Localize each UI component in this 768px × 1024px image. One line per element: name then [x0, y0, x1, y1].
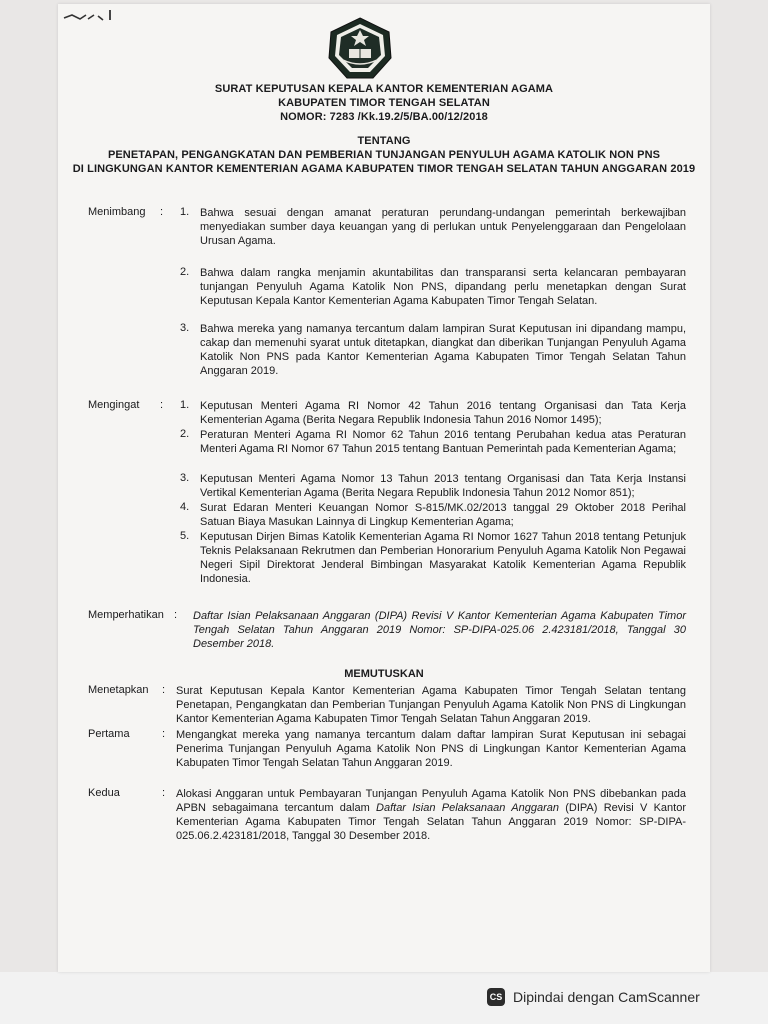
menimbang-item-1: Bahwa sesuai dengan amanat peraturan perundang-undangan pemerintah berkewajiban menyediakan sumber daya keuangan yang di perlukan untuk Penyelenggaraan dan Pengelolaan Urusan Agama.	[200, 207, 686, 247]
kedua-label: Kedua	[88, 787, 120, 799]
memutuskan-heading: MEMUTUSKAN	[344, 668, 424, 680]
camscanner-text: Dipindai dengan CamScanner	[513, 989, 700, 1005]
header-line-1: SURAT KEPUTUSAN KEPALA KANTOR KEMENTERIAN AGAMA	[214, 83, 554, 95]
menimbang-item-2-number: 2.	[180, 266, 190, 278]
document-title-line-1: PENETAPAN, PENGANGKATAN DAN PEMBERIAN TUNJANGAN PENYULUH AGAMA KATOLIK NON PNS	[107, 149, 661, 161]
kedua-colon: :	[162, 787, 166, 799]
document-title-line-2: DI LINGKUNGAN KANTOR KEMENTERIAN AGAMA KABUPATEN TIMOR TENGAH SELATAN TAHUN ANGGARAN 2019	[72, 163, 696, 175]
menimbang-item-2: Bahwa dalam rangka menjamin akuntabilitas dan transparansi serta kelancaran pembayaran tunjangan Penyuluh Agama Katolik Non PNS, dipandang perlu menetapkan dengan Surat Keputusan Kepala Kantor Kementerian Agama Kabupaten Timor Tengah Selatan.	[200, 267, 686, 307]
mengingat-label: Mengingat	[88, 399, 140, 411]
pertama-colon: :	[162, 728, 166, 740]
mengingat-colon: :	[160, 399, 164, 411]
kemenag-emblem-icon	[325, 16, 395, 82]
kedua-text-italic: Daftar Isian Pelaksanaan Anggaran	[376, 802, 559, 814]
mengingat-item-2: Peraturan Menteri Agama RI Nomor 62 Tahun 2016 tentang Perubahan kedua atas Peraturan Menteri Agama RI Nomor 67 Tahun 2015 tentang Bantuan Pemerintah pada Kementerian Agama;	[200, 429, 686, 455]
mengingat-item-1: Keputusan Menteri Agama RI Nomor 42 Tahun 2016 tentang Organisasi dan Tata Kerja Kementerian Agama (Berita Negara Republik Indonesia Tahun 2016 Nomor 1495);	[200, 400, 686, 426]
document-header	[0, 82, 768, 176]
menimbang-label: Menimbang	[88, 206, 146, 218]
camscanner-watermark	[487, 986, 700, 1008]
menimbang-colon: :	[160, 206, 164, 218]
document-number: NOMOR: 7283 /Kk.19.2/5/BA.00/12/2018	[280, 111, 488, 123]
mengingat-item-1-number: 1.	[180, 399, 190, 411]
handwritten-mark	[62, 6, 118, 28]
mengingat-item-5: Keputusan Dirjen Bimas Katolik Kementerian Agama RI Nomor 1627 Tahun 2018 tentang Petunjuk Teknis Pelaksanaan Rekrutmen dan Pemberian Honorarium Penyuluh Agama Katolik Non Pegawai Negeri Sipil Direktorat Jenderal Bimbingan Masyarakat Katolik Kementerian Agama Republik Indonesia.	[200, 531, 686, 585]
kedua-text-a: Alokasi Anggaran untuk Pembayaran Tunjangan Penyuluh Agama Katolik Non PNS dibebankan pada APBN sebagaimana tercantum dalam	[176, 788, 686, 814]
mengingat-item-5-number: 5.	[180, 530, 190, 542]
menetapkan-label: Menetapkan	[88, 684, 149, 696]
mengingat-item-3-number: 3.	[180, 472, 190, 484]
kedua-text-b: (DIPA) Revisi V Kantor Kementerian Agama Kabupaten Timor Tengah Selatan Tahun Anggaran 2019 Nomor: SP-DIPA-025.06.2.423181/2018, Tanggal 30 Desember 2018.	[176, 802, 686, 842]
mengingat-item-4-number: 4.	[180, 501, 190, 513]
memperhatikan-colon: :	[174, 609, 178, 621]
mengingat-item-2-number: 2.	[180, 428, 190, 440]
pertama-label: Pertama	[88, 728, 130, 740]
header-line-2: KABUPATEN TIMOR TENGAH SELATAN	[278, 97, 490, 109]
menimbang-item-3: Bahwa mereka yang namanya tercantum dalam lampiran Surat Keputusan ini dipandang mampu, cakap dan memenuhi syarat untuk ditetapkan, diangkat dan diberikan Tunjangan Penyuluh Agama Katolik Non PNS pada Kantor Kementerian Agama Kabupaten Timor Tengah Selatan Tahun Anggaran 2019.	[200, 323, 686, 377]
menetapkan-text: Surat Keputusan Kepala Kantor Kementerian Agama Kabupaten Timor Tengah Selatan tentang Penetapan, Pengangkatan dan Pemberian Tunjangan Penyuluh Agama Katolik Non PNS di Lingkungan Kantor Kementerian Agama Kabupaten Timor Tengah Selatan Tahun Anggaran 2019.	[176, 685, 686, 725]
menimbang-item-3-number: 3.	[180, 322, 190, 334]
memperhatikan-text: Daftar Isian Pelaksanaan Anggaran (DIPA) Revisi V Kantor Kementerian Agama Kabupaten Timor Tengah Selatan Tahun Anggaran 2019 Nomor: SP-DIPA-025.06 2.423181/2018, Tanggal 30 Desember 2018.	[193, 610, 686, 650]
tentang-heading: TENTANG	[357, 135, 411, 147]
memperhatikan-label: Memperhatikan	[88, 609, 164, 621]
menetapkan-colon: :	[162, 684, 166, 696]
pertama-text: Mengangkat mereka yang namanya tercantum dalam daftar lampiran Surat Keputusan ini sebagai Penerima Tunjangan Penyuluh Agama Katolik Non PNS di Lingkungan Kantor Kementerian Agama Kabupaten Timor Tengah Selatan Tahun Anggaran 2019.	[176, 729, 686, 769]
kedua-text	[176, 787, 686, 843]
menimbang-item-1-number: 1.	[180, 206, 190, 218]
mengingat-item-3: Keputusan Menteri Agama Nomor 13 Tahun 2013 tentang Organisasi dan Tata Kerja Instansi Vertikal Kementerian Agama (Berita Negara Republik Indonesia Tahun 2012 Nomor 851);	[200, 473, 686, 499]
mengingat-item-4: Surat Edaran Menteri Keuangan Nomor S-815/MK.02/2013 tanggal 29 Oktober 2018 Perihal Satuan Biaya Masukan Lainnya di Lingkup Kementerian Agama;	[200, 502, 686, 528]
camscanner-logo-icon: CS	[487, 988, 505, 1006]
